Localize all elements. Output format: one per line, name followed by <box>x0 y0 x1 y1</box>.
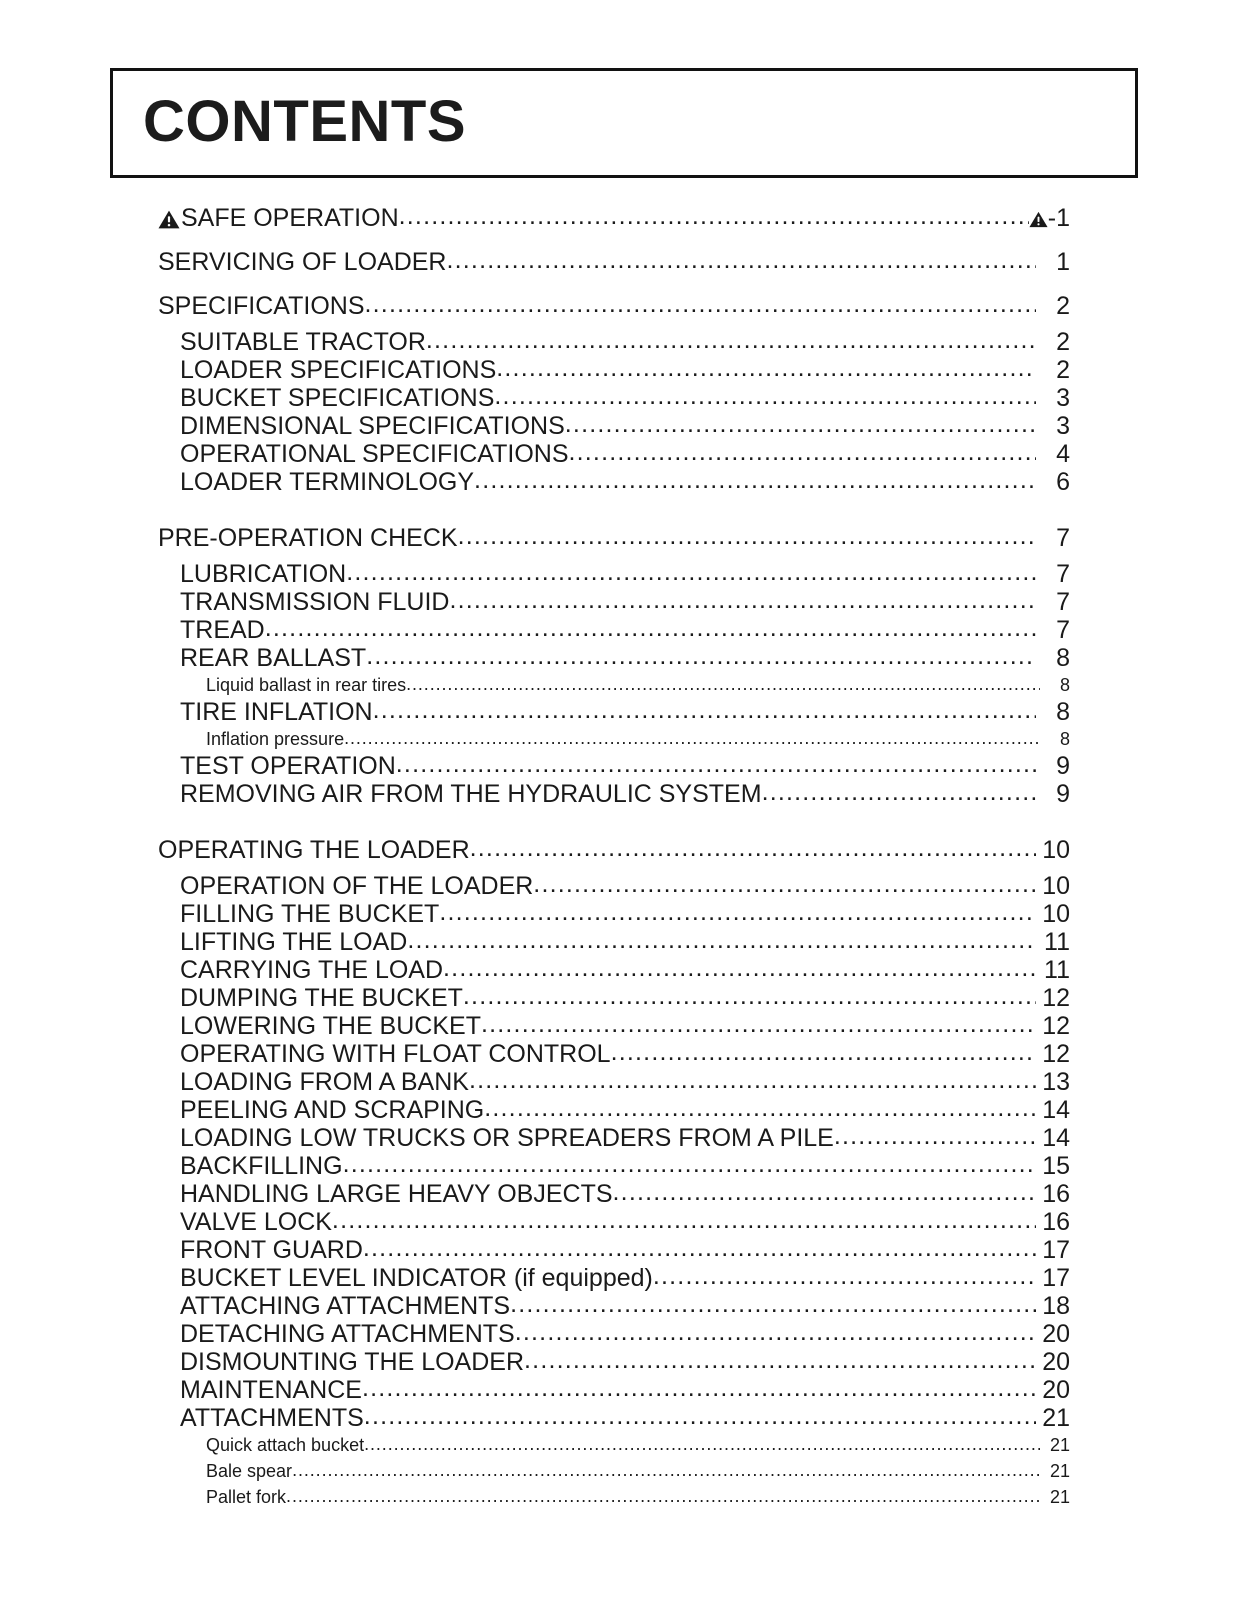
toc-entry-label: DIMENSIONAL SPECIFICATIONS <box>180 412 565 440</box>
section-gap <box>158 496 1070 516</box>
dot-leader <box>653 1264 1036 1291</box>
toc-entry-label-wrap <box>180 1125 834 1151</box>
toc-entry-page-wrap <box>1036 781 1070 807</box>
toc-entry-label-wrap <box>180 1181 613 1207</box>
toc-entry[interactable] <box>158 698 1070 726</box>
toc-entry-page-number: 21 <box>1049 1460 1070 1481</box>
toc-entry-label-wrap <box>180 1293 510 1319</box>
toc-entry[interactable] <box>158 1376 1070 1404</box>
toc-entry-label: LOADING FROM A BANK <box>180 1068 469 1096</box>
dot-leader <box>343 1152 1036 1179</box>
toc-entry-label: REAR BALLAST <box>180 644 367 672</box>
toc-entry-page-wrap <box>1036 1013 1070 1039</box>
toc-entry-label-wrap <box>180 1013 481 1039</box>
toc-entry-page-wrap <box>1036 589 1070 615</box>
dot-leader <box>399 202 1029 231</box>
toc-entry-page-wrap <box>1040 676 1070 695</box>
toc-entry-page-wrap <box>1036 1181 1070 1207</box>
toc-entry[interactable] <box>158 752 1070 780</box>
dot-leader <box>426 328 1036 355</box>
toc-entry-label-wrap <box>180 699 373 725</box>
toc-entry-label: ATTACHING ATTACHMENTS <box>180 1292 511 1320</box>
toc-entry-label-wrap <box>180 1097 484 1123</box>
dot-leader <box>481 1012 1036 1039</box>
toc-entry-page-wrap <box>1040 730 1070 749</box>
toc-entry-label: DUMPING THE BUCKET <box>180 984 463 1012</box>
toc-entry-page-number: 3 <box>1056 412 1070 440</box>
toc-entry[interactable] <box>158 1040 1070 1068</box>
toc-entry-page-number: 17 <box>1042 1264 1070 1292</box>
toc-entry-label-wrap <box>180 781 762 807</box>
toc-entry-label-wrap <box>180 561 346 587</box>
toc-entry-label: DETACHING ATTACHMENTS <box>180 1320 515 1348</box>
toc-entry-page-number: 7 <box>1056 588 1070 616</box>
table-of-contents-list <box>158 196 1070 1510</box>
toc-entry-label: REMOVING AIR FROM THE HYDRAULIC SYSTEM <box>180 780 762 808</box>
toc-entry-label: LOADER TERMINOLOGY <box>180 468 475 496</box>
dot-leader <box>363 1236 1036 1263</box>
toc-entry-label: LUBRICATION <box>180 560 347 588</box>
toc-entry-page-wrap <box>1036 469 1070 495</box>
toc-entry-page-number: 8 <box>1056 644 1070 672</box>
toc-entry-page-number: 1 <box>1056 247 1070 276</box>
toc-entry[interactable] <box>158 384 1070 412</box>
toc-entry-label: OPERATING WITH FLOAT CONTROL <box>180 1040 611 1068</box>
toc-entry-page-wrap <box>1036 385 1070 411</box>
toc-entry-page-wrap <box>1036 357 1070 383</box>
toc-entry-page-wrap <box>1036 1349 1070 1375</box>
dot-leader <box>332 1208 1036 1235</box>
toc-entry-label: LOWERING THE BUCKET <box>180 1012 481 1040</box>
toc-entry-label-wrap <box>180 645 366 671</box>
toc-entry-label: BUCKET SPECIFICATIONS <box>180 384 495 412</box>
dot-leader <box>292 1460 1040 1481</box>
toc-entry-page-wrap <box>1036 525 1070 551</box>
toc-entry-page-number: 12 <box>1042 984 1070 1012</box>
toc-entry-page-number: 21 <box>1049 1486 1070 1507</box>
toc-entry-page-wrap <box>1036 1153 1070 1179</box>
toc-entry-label-wrap <box>180 1265 653 1291</box>
toc-entry-label: FRONT GUARD <box>180 1236 363 1264</box>
warning-triangle-icon <box>1029 211 1048 228</box>
toc-entry[interactable] <box>158 412 1070 440</box>
dot-leader <box>510 1292 1036 1319</box>
toc-entry[interactable] <box>158 328 1070 356</box>
dot-leader <box>463 984 1036 1011</box>
toc-entry-page-number: 8 <box>1056 698 1070 726</box>
toc-entry[interactable] <box>158 900 1070 928</box>
toc-entry-page-wrap <box>1036 1097 1070 1123</box>
toc-entry-label-wrap <box>180 1153 343 1179</box>
dot-leader <box>443 956 1036 983</box>
toc-entry-label: HANDLING LARGE HEAVY OBJECTS <box>180 1180 613 1208</box>
toc-entry-page-number: 7 <box>1056 616 1070 644</box>
toc-entry-label-wrap <box>206 676 406 695</box>
toc-entry-label: OPERATION OF THE LOADER <box>180 872 534 900</box>
dot-leader <box>834 1124 1036 1151</box>
dot-leader <box>265 616 1036 643</box>
toc-entry-page-number: 20 <box>1042 1376 1070 1404</box>
dot-leader <box>569 440 1037 467</box>
toc-entry-page-wrap <box>1036 1069 1070 1095</box>
toc-entry-label: ATTACHMENTS <box>180 1404 364 1432</box>
toc-entry-label-wrap <box>206 1462 292 1481</box>
toc-entry-label: FILLING THE BUCKET <box>180 900 440 928</box>
toc-entry-page-number: 16 <box>1042 1180 1070 1208</box>
toc-entry-page-number: 7 <box>1056 560 1070 588</box>
dot-leader <box>565 412 1036 439</box>
toc-entry-label-wrap <box>180 441 569 467</box>
toc-entry-label: BACKFILLING <box>180 1152 343 1180</box>
toc-entry-label-wrap <box>180 385 494 411</box>
toc-entry[interactable] <box>158 440 1070 468</box>
toc-entry-label-wrap <box>180 1377 362 1403</box>
toc-entry-page-number: 18 <box>1042 1292 1070 1320</box>
toc-entry-label-wrap <box>158 249 447 275</box>
toc-entry-page-number: 14 <box>1042 1096 1070 1124</box>
dot-leader <box>365 290 1036 319</box>
toc-entry-label: SPECIFICATIONS <box>158 291 365 320</box>
dot-leader <box>762 780 1036 807</box>
toc-entry-label-wrap <box>180 329 426 355</box>
dot-leader <box>364 1434 1040 1455</box>
dot-leader <box>373 698 1036 725</box>
toc-entry-page-wrap <box>1036 441 1070 467</box>
toc-entry-label-wrap <box>206 730 344 749</box>
toc-entry-page-number: 13 <box>1042 1068 1070 1096</box>
toc-entry[interactable] <box>158 828 1070 872</box>
toc-entry-page-wrap <box>1036 837 1070 863</box>
toc-entry-page-wrap <box>1036 1265 1070 1291</box>
toc-entry[interactable] <box>158 1096 1070 1124</box>
toc-entry-page-number: 10 <box>1042 900 1070 928</box>
toc-entry-page-wrap <box>1036 293 1070 319</box>
toc-entry[interactable] <box>158 1348 1070 1376</box>
toc-entry-page-wrap <box>1036 901 1070 927</box>
toc-entry-page-number: 15 <box>1042 1152 1070 1180</box>
toc-entry-page-wrap <box>1036 1041 1070 1067</box>
dot-leader <box>524 1348 1036 1375</box>
dot-leader <box>469 1068 1036 1095</box>
toc-entry[interactable] <box>158 1404 1070 1432</box>
toc-entry[interactable] <box>158 672 1070 698</box>
dot-leader <box>286 1486 1040 1507</box>
toc-entry-label: LIFTING THE LOAD <box>180 928 408 956</box>
toc-entry-label: SERVICING OF LOADER <box>158 247 447 276</box>
toc-entry-page-number: 11 <box>1044 928 1070 956</box>
toc-entry-label-wrap <box>180 413 565 439</box>
toc-entry-page-number: 10 <box>1042 872 1070 900</box>
toc-entry-page-number: 8 <box>1059 728 1070 749</box>
toc-entry-label-wrap <box>180 1209 332 1235</box>
toc-entry-page-wrap <box>1036 617 1070 643</box>
toc-entry-label-wrap <box>206 1488 286 1507</box>
toc-entry-page-wrap <box>1036 329 1070 355</box>
toc-entry-label: TEST OPERATION <box>180 752 396 780</box>
section-gap <box>158 808 1070 828</box>
toc-entry-label-wrap <box>180 753 396 779</box>
toc-entry[interactable] <box>158 872 1070 900</box>
toc-entry[interactable] <box>158 1458 1070 1484</box>
toc-entry-label-wrap <box>180 873 533 899</box>
toc-entry-label-wrap <box>180 617 265 643</box>
toc-entry[interactable] <box>158 1432 1070 1458</box>
toc-entry-page-number: 3 <box>1056 384 1070 412</box>
dot-leader <box>396 752 1036 779</box>
toc-entry-page-number: 20 <box>1042 1348 1070 1376</box>
toc-entry[interactable] <box>158 356 1070 384</box>
dot-leader <box>611 1040 1036 1067</box>
toc-entry-page-number: 21 <box>1049 1434 1070 1455</box>
toc-entry-label: BUCKET LEVEL INDICATOR (if equipped) <box>180 1264 653 1292</box>
toc-entry-page-wrap <box>1036 1405 1070 1431</box>
dot-leader <box>494 384 1036 411</box>
toc-entry-label: Bale spear <box>206 1460 293 1481</box>
toc-entry-page-wrap <box>1040 1488 1070 1507</box>
toc-entry-page-number: 6 <box>1056 468 1070 496</box>
toc-entry[interactable] <box>158 560 1070 588</box>
toc-entry[interactable] <box>158 1152 1070 1180</box>
toc-entry-label-wrap <box>180 1321 515 1347</box>
contents-title-box <box>110 68 1138 178</box>
toc-entry[interactable] <box>158 1484 1070 1510</box>
toc-entry-label: PRE-OPERATION CHECK <box>158 523 458 552</box>
toc-entry-page-wrap <box>1036 1237 1070 1263</box>
toc-entry-label-wrap <box>206 1436 364 1455</box>
dot-leader <box>407 928 1036 955</box>
toc-entry[interactable] <box>158 1180 1070 1208</box>
toc-entry-page-number: 11 <box>1044 956 1070 984</box>
toc-entry-page-wrap <box>1040 1436 1070 1455</box>
toc-entry-label-wrap <box>180 901 439 927</box>
dot-leader <box>362 1376 1036 1403</box>
toc-entry-page-wrap <box>1036 873 1070 899</box>
dot-leader <box>366 644 1036 671</box>
toc-entry-label: SAFE OPERATION <box>181 203 399 232</box>
toc-entry[interactable] <box>158 928 1070 956</box>
toc-entry-page-wrap <box>1036 645 1070 671</box>
toc-entry-page-number: 17 <box>1042 1236 1070 1264</box>
toc-entry[interactable] <box>158 1124 1070 1152</box>
toc-entry-page-wrap <box>1036 957 1070 983</box>
toc-entry-label: PEELING AND SCRAPING <box>180 1096 485 1124</box>
toc-entry-label-wrap <box>158 837 470 863</box>
dot-leader <box>406 674 1040 695</box>
toc-entry-page-number: -1 <box>1047 203 1070 232</box>
toc-entry-label-wrap <box>180 589 449 615</box>
toc-entry-label: Pallet fork <box>206 1486 287 1507</box>
toc-entry-page-number: 2 <box>1056 291 1070 320</box>
dot-leader <box>515 1320 1036 1347</box>
toc-entry[interactable] <box>158 780 1070 808</box>
toc-entry-page-number: 14 <box>1042 1124 1070 1152</box>
dot-leader <box>474 468 1036 495</box>
dot-leader <box>496 356 1036 383</box>
toc-entry[interactable] <box>158 1292 1070 1320</box>
toc-entry[interactable] <box>158 196 1070 240</box>
dot-leader <box>533 872 1036 899</box>
toc-entry-page-number: 10 <box>1042 835 1070 864</box>
dot-leader <box>346 560 1036 587</box>
toc-entry[interactable] <box>158 726 1070 752</box>
toc-entry-page-wrap <box>1036 249 1070 275</box>
toc-entry-page-number: 20 <box>1042 1320 1070 1348</box>
toc-entry-page-wrap <box>1036 1293 1070 1319</box>
toc-entry-label-wrap <box>180 357 496 383</box>
toc-entry[interactable] <box>158 984 1070 1012</box>
toc-entry-page-wrap <box>1036 1125 1070 1151</box>
toc-entry-page-wrap <box>1036 1321 1070 1347</box>
toc-entry-label-wrap <box>158 293 365 319</box>
toc-entry-label: VALVE LOCK <box>180 1208 332 1236</box>
toc-entry-label-wrap <box>180 1237 363 1263</box>
toc-entry-label: TIRE INFLATION <box>180 698 373 726</box>
dot-leader <box>447 246 1037 275</box>
toc-entry-label: Quick attach bucket <box>206 1434 365 1455</box>
toc-entry-label: OPERATIONAL SPECIFICATIONS <box>180 440 569 468</box>
toc-entry-label: Liquid ballast in rear tires <box>206 674 407 695</box>
toc-entry-label-wrap <box>180 1041 611 1067</box>
toc-entry-label-wrap <box>180 957 443 983</box>
toc-entry-page-number: 9 <box>1056 780 1070 808</box>
toc-entry-label: LOADER SPECIFICATIONS <box>180 356 497 384</box>
toc-entry[interactable] <box>158 1320 1070 1348</box>
toc-entry-page-wrap <box>1040 1462 1070 1481</box>
toc-entry[interactable] <box>158 1012 1070 1040</box>
toc-entry-page-wrap <box>1036 413 1070 439</box>
toc-entry-label-wrap <box>180 1405 364 1431</box>
toc-entry-label-wrap <box>158 205 399 231</box>
toc-entry-page-wrap <box>1036 561 1070 587</box>
toc-entry[interactable] <box>158 1264 1070 1292</box>
toc-entry-page-wrap <box>1036 1377 1070 1403</box>
dot-leader <box>364 1404 1036 1431</box>
toc-entry-page-number: 4 <box>1056 440 1070 468</box>
dot-leader <box>484 1096 1036 1123</box>
dot-leader <box>458 522 1036 551</box>
toc-entry-label: TREAD <box>180 616 265 644</box>
dot-leader <box>439 900 1036 927</box>
toc-entry-label-wrap <box>180 985 463 1011</box>
toc-entry-label: LOADING LOW TRUCKS OR SPREADERS FROM A PILE <box>180 1124 834 1152</box>
toc-entry[interactable] <box>158 956 1070 984</box>
toc-entry-page-number: 12 <box>1042 1040 1070 1068</box>
toc-entry[interactable] <box>158 1068 1070 1096</box>
toc-entry-page-wrap <box>1029 205 1070 231</box>
toc-entry[interactable] <box>158 616 1070 644</box>
toc-entry[interactable] <box>158 644 1070 672</box>
toc-entry-label: OPERATING THE LOADER <box>158 835 470 864</box>
toc-entry[interactable] <box>158 516 1070 560</box>
toc-entry-page-number: 2 <box>1056 328 1070 356</box>
toc-entry[interactable] <box>158 1208 1070 1236</box>
toc-entry[interactable] <box>158 240 1070 284</box>
toc-entry-page-number: 21 <box>1042 1404 1070 1432</box>
toc-entry-page-wrap <box>1036 929 1070 955</box>
toc-entry-page-wrap <box>1036 1209 1070 1235</box>
dot-leader <box>470 834 1036 863</box>
toc-entry[interactable] <box>158 468 1070 496</box>
toc-entry-page-number: 8 <box>1059 674 1070 695</box>
toc-entry-label-wrap <box>180 929 407 955</box>
toc-entry-label: CARRYING THE LOAD <box>180 956 444 984</box>
toc-entry[interactable] <box>158 1236 1070 1264</box>
toc-entry-page-number: 7 <box>1056 523 1070 552</box>
toc-entry-label-wrap <box>180 1069 469 1095</box>
toc-entry-label: MAINTENANCE <box>180 1376 362 1404</box>
toc-entry-label-wrap <box>180 469 474 495</box>
toc-entry-page-wrap <box>1036 985 1070 1011</box>
dot-leader <box>613 1180 1036 1207</box>
toc-entry[interactable] <box>158 284 1070 328</box>
toc-entry-page-wrap <box>1036 753 1070 779</box>
toc-entry-page-number: 2 <box>1056 356 1070 384</box>
dot-leader <box>449 588 1036 615</box>
toc-entry-page-wrap <box>1036 699 1070 725</box>
toc-entry-label-wrap <box>158 525 458 551</box>
toc-entry-page-number: 12 <box>1042 1012 1070 1040</box>
dot-leader <box>344 728 1040 749</box>
toc-entry-page-number: 9 <box>1056 752 1070 780</box>
warning-triangle-icon <box>158 210 180 229</box>
toc-entry-label-wrap <box>180 1349 524 1375</box>
toc-entry-page-number: 16 <box>1042 1208 1070 1236</box>
toc-entry-label: TRANSMISSION FLUID <box>180 588 450 616</box>
page-title: CONTENTS <box>143 88 466 154</box>
toc-entry-label: DISMOUNTING THE LOADER <box>180 1348 525 1376</box>
toc-entry[interactable] <box>158 588 1070 616</box>
toc-entry-label: Inflation pressure <box>206 728 345 749</box>
toc-entry-label: SUITABLE TRACTOR <box>180 328 426 356</box>
